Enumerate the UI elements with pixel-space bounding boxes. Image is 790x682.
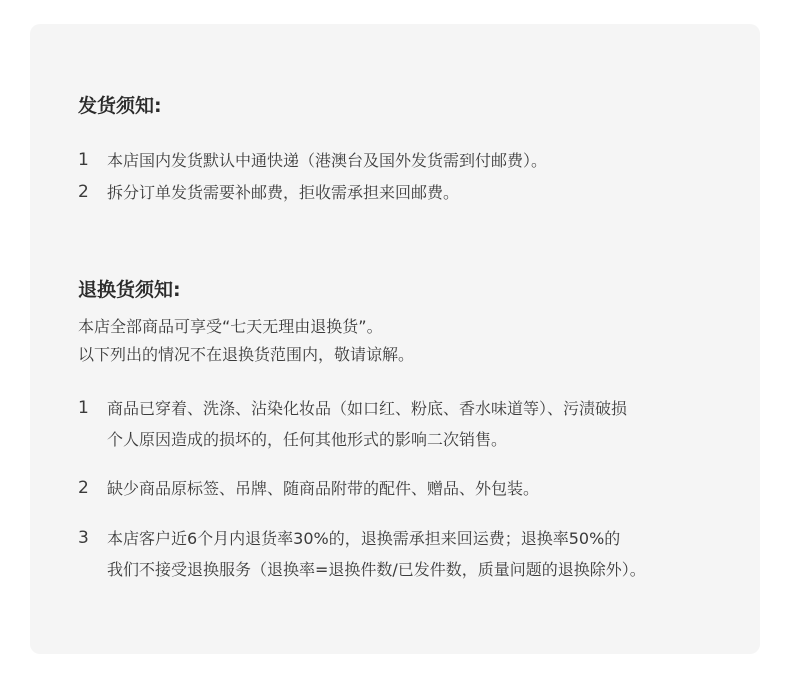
returns-intro-line-1: 本店全部商品可享受“七天无理由退换货”。: [78, 317, 383, 336]
item-text: 拆分订单发货需要补邮费，拒收需承担来回邮费。: [107, 183, 460, 202]
item-number: 2: [78, 478, 89, 498]
item-number: 1: [78, 398, 89, 418]
returns-item-3: [78, 523, 748, 585]
item-text: 本店国内发货默认中通快递（港澳台及国外发货需到付邮费）。: [107, 151, 548, 170]
returns-item-1: [78, 393, 748, 455]
item-text-line-2: 个人原因造成的损坏的，任何其他形式的影响二次销售。: [107, 430, 508, 449]
returns-title: 退换货须知:: [78, 279, 181, 301]
item-text-line-2: 我们不接受退换服务（退换率=退换件数/已发件数，质量问题的退换除外）。: [107, 560, 646, 579]
notice-card: [30, 24, 760, 654]
shipping-title: 发货须知:: [78, 95, 162, 117]
shipping-item-2: [78, 177, 748, 208]
item-text-line-1: 商品已穿着、洗涤、沾染化妆品（如口红、粉底、香水味道等）、污渍破损: [107, 399, 628, 418]
item-text-line-1: 本店客户近6个月内退货率30%的，退换需承担来回运费；退换率50%的: [107, 529, 621, 548]
item-number: 1: [78, 150, 89, 170]
item-text: 缺少商品原标签、吊牌、随商品附带的配件、赠品、外包装。: [107, 479, 540, 498]
returns-item-2: [78, 473, 748, 504]
item-number: 2: [78, 182, 89, 202]
shipping-item-1: [78, 145, 748, 176]
returns-intro-line-2: 以下列出的情况不在退换货范围内，敬请谅解。: [78, 345, 415, 364]
item-number: 3: [78, 528, 89, 548]
